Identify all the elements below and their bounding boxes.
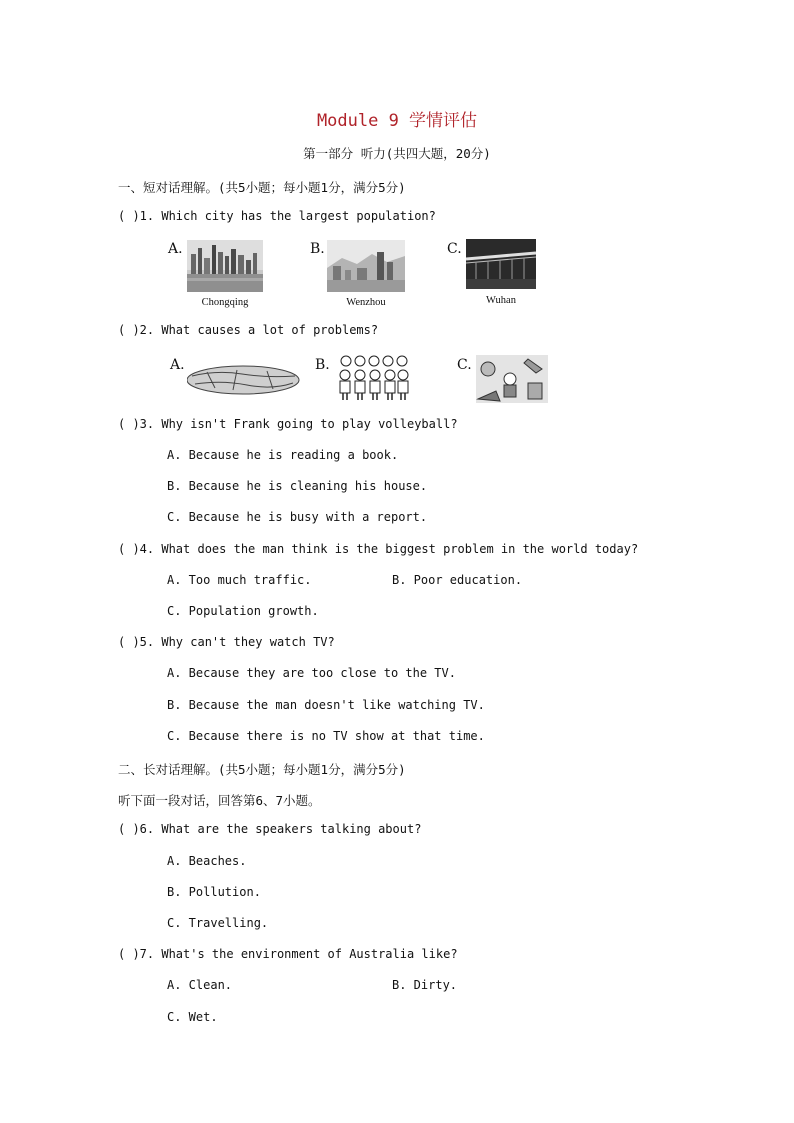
page-subtitle: 第一部分 听力(共四大题，20分) [303,146,491,161]
question-3: ( )3. Why isn't Frank going to play volleyball? [118,417,458,431]
q6-option-a: A. Beaches. [167,854,247,868]
wenzhou-city-image [327,240,405,292]
q4-option-b: B. Poor education. [392,573,523,587]
question-7: ( )7. What's the environment of Australia like? [118,947,458,961]
chongqing-skyline-image [187,240,263,292]
question-6: ( )6. What are the speakers talking about? [118,822,422,836]
q3-option-b: B. Because he is cleaning his house. [167,479,428,493]
q2-option-c-letter: C. [457,357,472,373]
q1-option-b-letter: B. [310,241,325,257]
q1-option-a-letter: A. [168,241,183,257]
q6-option-b: B. Pollution. [167,885,261,899]
question-2: ( )2. What causes a lot of problems? [118,323,379,337]
q3-option-c: C. Because he is busy with a report. [167,510,428,524]
wuhan-bridge-image [466,239,536,289]
page-title: Module 9 学情评估 [316,111,478,131]
q5-option-b: B. Because the man doesn't like watching TV. [167,698,485,712]
q2-option-a-letter: A. [170,357,185,373]
q1-option-c-letter: C. [447,241,462,257]
q6-option-c: C. Travelling. [167,916,269,930]
q5-option-a: A. Because they are too close to the TV. [167,666,456,680]
dry-cracked-land-image [187,364,300,396]
q7-option-a: A. Clean. [167,978,233,992]
q7-option-b: B. Dirty. [392,978,458,992]
question-1: ( )1. Which city has the largest population? [118,209,436,223]
q1-option-a-caption: Chongqing [201,297,249,308]
question-5: ( )5. Why can't they watch TV? [118,635,335,649]
q3-option-a: A. Because he is reading a book. [167,448,399,462]
question-4: ( )4. What does the man think is the biggest problem in the world today? [118,542,639,556]
crowd-of-people-image [336,353,410,401]
q1-option-c-caption: Wuhan [486,295,516,306]
q2-option-b-letter: B. [315,357,330,373]
section-2-heading: 二、长对话理解。(共5小题；每小题1分，满分5分) [118,762,406,777]
q4-option-a: A. Too much traffic. [167,573,312,587]
q1-option-b-caption: Wenzhou [346,297,386,308]
q5-option-c: C. Because there is no TV show at that time. [167,729,485,743]
section-2-instruction: 听下面一段对话，回答第6、7小题。 [118,793,321,808]
pollution-cartoon-image [476,355,548,403]
section-1-heading: 一、短对话理解。(共5小题；每小题1分，满分5分) [118,180,406,195]
q4-option-c: C. Population growth. [167,604,319,618]
q7-option-c: C. Wet. [167,1010,218,1024]
